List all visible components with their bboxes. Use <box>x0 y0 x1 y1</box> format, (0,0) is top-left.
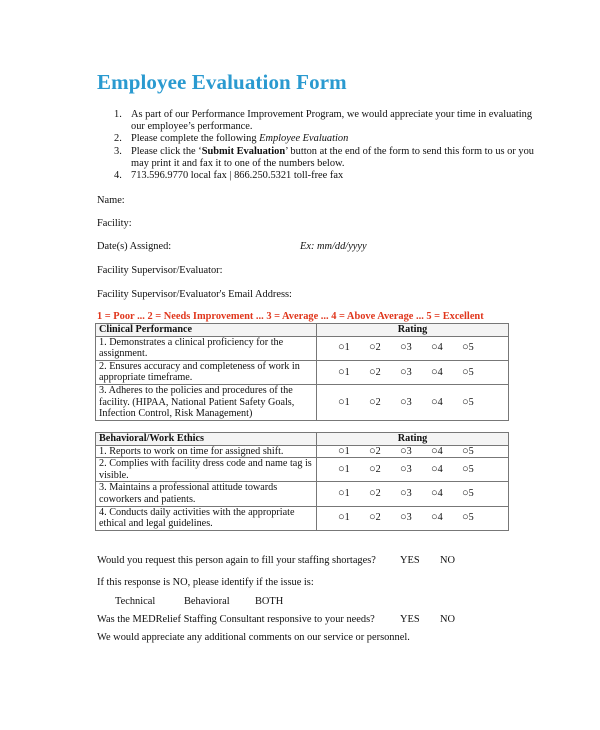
rating-options <box>317 445 509 458</box>
criterion-text: 4. Conducts daily activities with the appropriate ethical and legal guidelines. <box>96 506 317 530</box>
rating-option-label: 3 <box>406 396 412 408</box>
rating-radio-4[interactable] <box>431 464 462 476</box>
rating-option-label: 1 <box>344 366 350 378</box>
rating-scale-legend: 1 = Poor ... 2 = Needs Improvement ... 3 = Average ... 4 = Above Average ... 5 = Excellent <box>97 311 484 322</box>
rating-option-label: 3 <box>406 445 412 457</box>
table-row <box>96 336 509 360</box>
rating-radio-2[interactable] <box>369 367 400 379</box>
radio-circle-icon: ○ <box>462 487 469 500</box>
radio-circle-icon: ○ <box>431 487 438 500</box>
rating-option-label: 3 <box>406 512 412 524</box>
rating-option-label: 1 <box>344 512 350 524</box>
request-again-no-option[interactable]: NO <box>440 555 456 566</box>
rating-radio-1[interactable] <box>338 367 369 379</box>
rating-radio-1[interactable] <box>338 446 369 458</box>
rating-radio-5[interactable] <box>462 342 493 354</box>
radio-circle-icon: ○ <box>400 487 407 500</box>
rating-option-label: 3 <box>406 463 412 475</box>
radio-circle-icon: ○ <box>431 341 438 354</box>
criterion-text: 1. Reports to work on time for assigned shift. <box>96 445 317 458</box>
rating-option-label: 3 <box>406 488 412 500</box>
table-header-row <box>96 433 509 446</box>
rating-option-label: 1 <box>344 445 350 457</box>
request-again-yes-option[interactable]: YES <box>400 555 420 566</box>
rating-option-label: 5 <box>468 366 474 378</box>
rating-options <box>317 336 509 360</box>
radio-circle-icon: ○ <box>462 511 469 524</box>
rating-radio-2[interactable] <box>369 446 400 458</box>
rating-option-label: 2 <box>375 366 381 378</box>
instruction-text: Please click the ‘Submit Evaluation’ button at the end of the form to send this form to us or you may print it and fax it to one of the numbers below. <box>131 145 534 169</box>
rating-radio-3[interactable] <box>400 397 431 409</box>
rating-radio-3[interactable] <box>400 342 431 354</box>
rating-options <box>317 506 509 530</box>
radio-circle-icon: ○ <box>400 462 407 475</box>
table-row <box>96 445 509 458</box>
instruction-item <box>97 133 542 145</box>
instruction-item <box>97 170 542 182</box>
rating-option-label: 1 <box>344 463 350 475</box>
radio-circle-icon: ○ <box>338 462 345 475</box>
issue-option-both[interactable]: BOTH <box>255 596 284 607</box>
rating-radio-4[interactable] <box>431 488 462 500</box>
dates-assigned-field-label[interactable]: Date(s) Assigned: <box>97 241 172 252</box>
rating-option-label: 2 <box>375 445 381 457</box>
rating-option-label: 2 <box>375 488 381 500</box>
radio-circle-icon: ○ <box>431 395 438 408</box>
rating-option-label: 4 <box>437 396 443 408</box>
criterion-text: 1. Demonstrates a clinical proficiency for the assignment. <box>96 336 317 360</box>
rating-radio-3[interactable] <box>400 488 431 500</box>
rating-option-label: 4 <box>437 445 443 457</box>
section-heading: Clinical Performance <box>96 324 317 337</box>
radio-circle-icon: ○ <box>338 395 345 408</box>
rating-option-label: 5 <box>468 488 474 500</box>
name-field-label[interactable]: Name: <box>97 195 125 206</box>
instruction-text: Please complete the following Employee Evaluation <box>131 133 349 145</box>
radio-circle-icon: ○ <box>431 511 438 524</box>
rating-radio-1[interactable] <box>338 464 369 476</box>
issue-question: If this response is NO, please identify if the issue is: <box>97 577 314 588</box>
rating-option-label: 1 <box>344 342 350 354</box>
rating-options <box>317 360 509 384</box>
radio-circle-icon: ○ <box>400 395 407 408</box>
rating-option-label: 5 <box>468 445 474 457</box>
radio-circle-icon: ○ <box>338 365 345 378</box>
rating-options <box>317 482 509 506</box>
radio-circle-icon: ○ <box>338 341 345 354</box>
rating-option-label: 4 <box>437 342 443 354</box>
facility-field-label[interactable]: Facility: <box>97 218 132 229</box>
radio-circle-icon: ○ <box>369 365 376 378</box>
radio-circle-icon: ○ <box>338 444 345 457</box>
table-row <box>96 458 509 482</box>
criterion-text: 2. Complies with facility dress code and name tag is visible. <box>96 458 317 482</box>
radio-circle-icon: ○ <box>369 511 376 524</box>
rating-option-label: 4 <box>437 512 443 524</box>
radio-circle-icon: ○ <box>431 365 438 378</box>
rating-option-label: 5 <box>468 342 474 354</box>
instruction-text: 713.596.9770 local fax | 866.250.5321 toll-free fax <box>131 170 344 182</box>
rating-radio-4[interactable] <box>431 342 462 354</box>
radio-circle-icon: ○ <box>462 444 469 457</box>
clinical-performance-table <box>95 323 509 421</box>
rating-option-label: 2 <box>375 342 381 354</box>
rating-option-label: 2 <box>375 463 381 475</box>
rating-option-label: 4 <box>437 463 443 475</box>
rating-option-label: 4 <box>437 488 443 500</box>
instruction-number: 1. <box>114 109 122 120</box>
rating-radio-2[interactable] <box>369 397 400 409</box>
rating-options <box>317 384 509 420</box>
form-title: Employee Evaluation Form <box>97 70 347 94</box>
radio-circle-icon: ○ <box>338 487 345 500</box>
consultant-yes-option[interactable]: YES <box>400 614 420 625</box>
behavioral-ethics-table <box>95 432 509 531</box>
rating-radio-4[interactable] <box>431 367 462 379</box>
consultant-no-option[interactable]: NO <box>440 614 456 625</box>
instruction-number: 4. <box>114 170 122 182</box>
instruction-number: 2. <box>114 133 122 145</box>
rating-option-label: 3 <box>406 342 412 354</box>
rating-radio-1[interactable] <box>338 342 369 354</box>
rating-radio-2[interactable] <box>369 342 400 354</box>
rating-radio-5[interactable] <box>462 512 493 524</box>
instruction-text: As part of our Performance Improvement Program, we would appreciate your time in evaluating our employee’s performance. <box>131 109 533 133</box>
rating-option-label: 4 <box>437 366 443 378</box>
section-heading: Behavioral/Work Ethics <box>96 433 317 446</box>
rating-radio-4[interactable] <box>431 512 462 524</box>
rating-heading: Rating <box>317 324 509 337</box>
rating-option-label: 2 <box>375 512 381 524</box>
radio-circle-icon: ○ <box>369 462 376 475</box>
rating-radio-1[interactable] <box>338 488 369 500</box>
radio-circle-icon: ○ <box>431 462 438 475</box>
table-row <box>96 506 509 530</box>
table-row <box>96 360 509 384</box>
radio-circle-icon: ○ <box>462 462 469 475</box>
date-format-hint: Ex: mm/dd/yyyy <box>300 241 367 252</box>
rating-option-label: 3 <box>406 366 412 378</box>
table-row <box>96 482 509 506</box>
radio-circle-icon: ○ <box>369 395 376 408</box>
rating-radio-2[interactable] <box>369 488 400 500</box>
criterion-text: 3. Adheres to the policies and procedures of the facility. (HIPAA, National Patient Safety Goals, Infection Control, Risk Management) <box>96 384 317 420</box>
rating-option-label: 1 <box>344 396 350 408</box>
table-header-row <box>96 324 509 337</box>
rating-option-label: 1 <box>344 488 350 500</box>
rating-radio-1[interactable] <box>338 512 369 524</box>
radio-circle-icon: ○ <box>462 365 469 378</box>
criterion-text: 3. Maintains a professional attitude towards coworkers and patients. <box>96 482 317 506</box>
issue-option-technical[interactable]: Technical <box>115 596 156 607</box>
rating-radio-4[interactable] <box>431 446 462 458</box>
rating-heading: Rating <box>317 433 509 446</box>
table-row <box>96 384 509 420</box>
request-again-question: Would you request this person again to fill your staffing shortages? <box>97 555 376 566</box>
radio-circle-icon: ○ <box>431 444 438 457</box>
radio-circle-icon: ○ <box>400 341 407 354</box>
radio-circle-icon: ○ <box>400 444 407 457</box>
rating-options <box>317 458 509 482</box>
rating-option-label: 2 <box>375 396 381 408</box>
rating-radio-3[interactable] <box>400 367 431 379</box>
radio-circle-icon: ○ <box>369 444 376 457</box>
instruction-item <box>97 109 542 133</box>
supervisor-field-label[interactable]: Facility Supervisor/Evaluator: <box>97 265 223 276</box>
instruction-number: 3. <box>114 145 122 157</box>
radio-circle-icon: ○ <box>338 511 345 524</box>
radio-circle-icon: ○ <box>462 341 469 354</box>
rating-radio-5[interactable] <box>462 446 493 458</box>
instructions-list <box>97 109 542 182</box>
radio-circle-icon: ○ <box>462 395 469 408</box>
rating-option-label: 5 <box>468 512 474 524</box>
radio-circle-icon: ○ <box>369 341 376 354</box>
radio-circle-icon: ○ <box>400 511 407 524</box>
rating-radio-5[interactable] <box>462 464 493 476</box>
rating-radio-5[interactable] <box>462 367 493 379</box>
rating-radio-3[interactable] <box>400 512 431 524</box>
instruction-item <box>97 146 542 170</box>
rating-radio-5[interactable] <box>462 488 493 500</box>
comments-prompt[interactable]: We would appreciate any additional comments on our service or personnel. <box>97 632 410 643</box>
rating-radio-3[interactable] <box>400 446 431 458</box>
consultant-question: Was the MEDRelief Staffing Consultant responsive to your needs? <box>97 614 375 625</box>
issue-option-behavioral[interactable]: Behavioral <box>184 596 230 607</box>
supervisor-email-field-label[interactable]: Facility Supervisor/Evaluator's Email Address: <box>97 289 292 300</box>
rating-radio-1[interactable] <box>338 397 369 409</box>
rating-radio-2[interactable] <box>369 512 400 524</box>
rating-radio-3[interactable] <box>400 464 431 476</box>
rating-option-label: 5 <box>468 396 474 408</box>
radio-circle-icon: ○ <box>369 487 376 500</box>
radio-circle-icon: ○ <box>400 365 407 378</box>
criterion-text: 2. Ensures accuracy and completeness of work in appropriate timeframe. <box>96 360 317 384</box>
rating-radio-5[interactable] <box>462 397 493 409</box>
rating-radio-2[interactable] <box>369 464 400 476</box>
rating-radio-4[interactable] <box>431 397 462 409</box>
rating-option-label: 5 <box>468 463 474 475</box>
